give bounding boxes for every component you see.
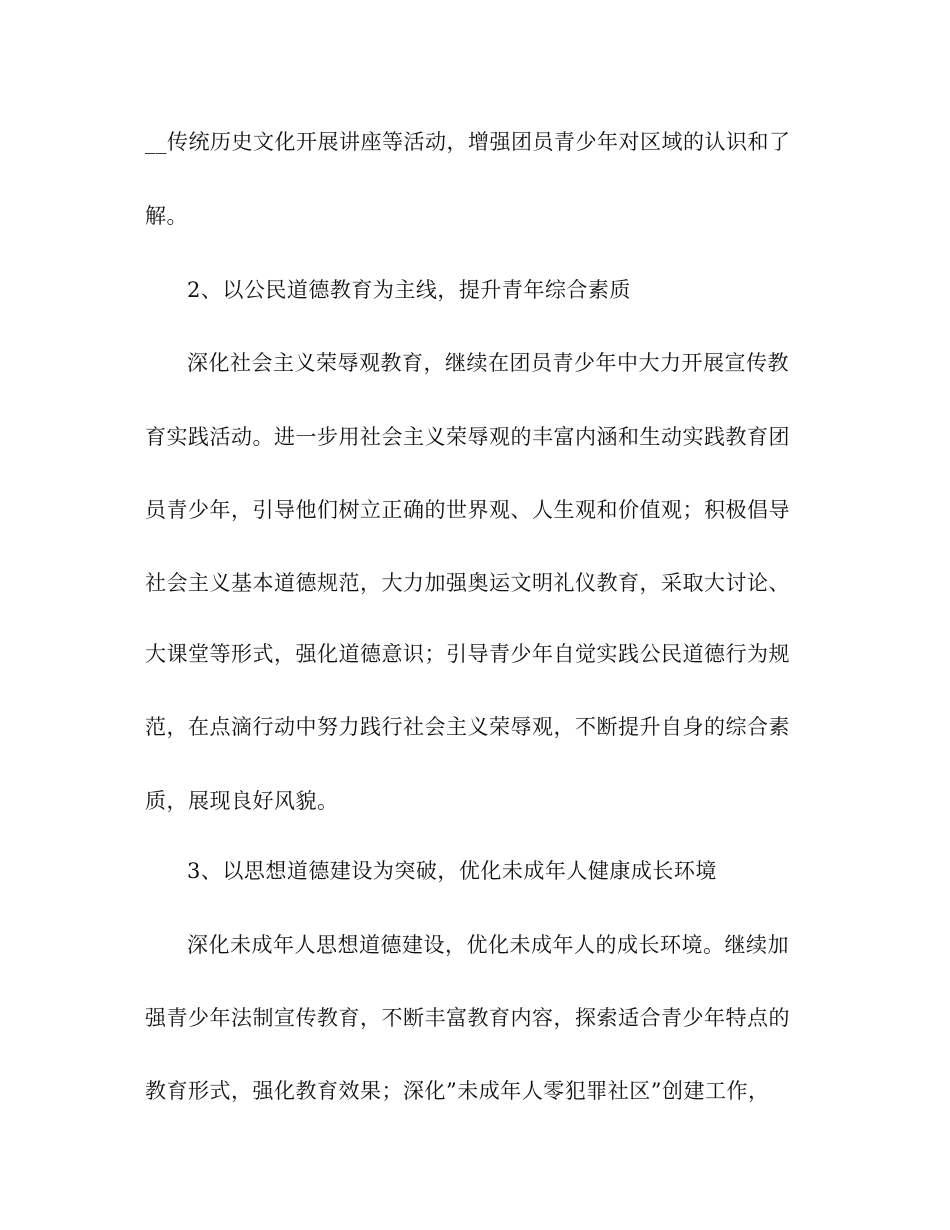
paragraph-line: 社会主义基本道德规范，大力加强奥运文明礼仪教育，采取大讨论、 bbox=[145, 571, 790, 595]
paragraph-line: 教育形式，强化教育效果；深化”未成年人零犯罪社区”创建工作， bbox=[145, 1079, 770, 1103]
paragraph-line: 范，在点滴行动中努力践行社会主义荣辱观，不断提升自身的综合素 bbox=[145, 715, 790, 739]
section-heading: 2、以公民道德教育为主线，提升青年综合素质 bbox=[187, 278, 631, 302]
paragraph-line: __传统历史文化开展讲座等活动，增强团员青少年对区域的认识和了 bbox=[145, 130, 791, 154]
paragraph-line: 员青少年，引导他们树立正确的世界观、人生观和价值观；积极倡导 bbox=[145, 498, 790, 522]
paragraph-line: 育实践活动。进一步用社会主义荣辱观的丰富内涵和生动实践教育团 bbox=[145, 425, 790, 449]
paragraph-line: 大课堂等形式，强化道德意识；引导青少年自觉实践公民道德行为规 bbox=[145, 642, 790, 666]
paragraph-line: 深化未成年人思想道德建设，优化未成年人的成长环境。继续加 bbox=[187, 933, 789, 957]
paragraph-line: 强青少年法制宣传教育，不断丰富教育内容，探索适合青少年特点的 bbox=[145, 1006, 790, 1030]
paragraph-line: 解。 bbox=[145, 204, 188, 228]
paragraph-line: 深化社会主义荣辱观教育，继续在团员青少年中大力开展宣传教 bbox=[187, 351, 789, 375]
paragraph-line: 质，展现良好风貌。 bbox=[145, 789, 339, 813]
section-heading: 3、以思想道德建设为突破，优化未成年人健康成长环境 bbox=[187, 859, 717, 883]
